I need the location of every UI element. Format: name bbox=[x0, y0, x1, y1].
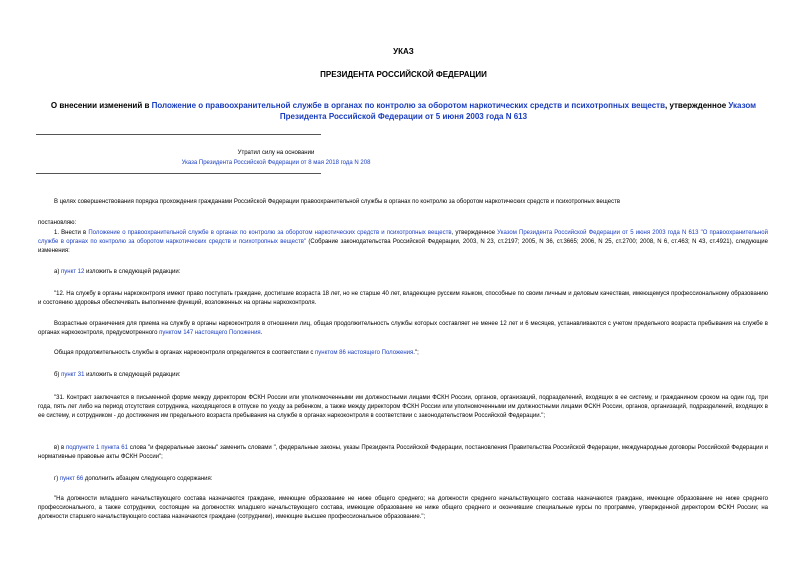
doc-type-title: УКАЗ bbox=[393, 47, 414, 56]
point-31-quote: "31. Контракт заключается в письменной форме между директором ФСКН России или уполномоченными им должностными лицами ФСКН России, органов, организаций, подразделений, входящих в ее систему, и гражданином сроком на один год, три года, пять лет либо на период отсутствия сотрудника, находящегося в отпуске по уходу за ребенком, а также между директором ФСКН России или уполномоченными им должностными лицами ФСКН России, органов, организаций, подразделений, входящих в ее систему, и сотрудником - до достижения им предельного возраста пребывания на службе в органах наркоконтроля в соответствии с законодательством Российской Федерации."; bbox=[38, 395, 768, 419]
point-147-link[interactable]: пунктом 147 настоящего Положения bbox=[159, 330, 261, 336]
repeal-note: Утратил силу на основании bbox=[237, 150, 315, 156]
total-service-end: ."; bbox=[413, 350, 419, 356]
decree-word: постановляю: bbox=[38, 220, 77, 226]
age-limit-end: . bbox=[260, 330, 263, 336]
subitem-a bbox=[38, 268, 768, 277]
repeal-decree-link[interactable]: Указа Президента Российской Федерации от 8 мая 2018 года N 208 bbox=[181, 160, 371, 166]
subitem-b-pre: б) bbox=[54, 372, 62, 378]
divider-top bbox=[36, 134, 321, 135]
preamble: В целях совершенствования порядка прохождения гражданами Российской Федерации правоохранительной службы в органах по контролю за оборотом наркотических средств и психотропных веществ bbox=[54, 199, 621, 205]
subitem-g-post: дополнить абзацем следующего содержания: bbox=[83, 476, 213, 482]
subitem-g-pre: г) bbox=[54, 476, 60, 482]
base-decree-link[interactable]: Указом Президента Российской Федерации от 5 июня 2003 года N 613 bbox=[279, 101, 757, 121]
item-1 bbox=[38, 229, 768, 256]
point-66-link[interactable]: пункт 66 bbox=[59, 476, 84, 482]
item-1-text-b: , утвержденное bbox=[451, 230, 498, 236]
point-12-link[interactable]: пункт 12 bbox=[61, 269, 85, 275]
item-1-text-a: 1. Внести в bbox=[54, 230, 89, 236]
subject-prefix: О внесении изменений в bbox=[50, 101, 152, 110]
point-61-link[interactable]: подпункте 1 пункта 61 bbox=[66, 445, 128, 451]
age-limit-paragraph bbox=[38, 320, 768, 338]
subject-middle: , утвержденное bbox=[665, 101, 729, 110]
point-12-quote: "12. На службу в органы наркоконтроля имеют право поступать граждане, достигшие возраста 18 лет, но не старше 40 лет, владеющие русским языком, способные по своим личным и деловым качествам, имеющемуся профессиональному образованию и состоянию здоровья обеспечивать выполнение функций, возложенных на органы наркоконтроля. bbox=[38, 291, 768, 306]
subitem-a-pre: а) bbox=[54, 269, 62, 275]
subitem-v bbox=[38, 444, 768, 462]
item-1-decree-link[interactable]: Указом Президента Российской Федерации от 5 июня 2003 года N 613 "О правоохранительной службе в органах по контролю за оборотом наркотических средств и психотропных веществ" bbox=[38, 230, 768, 245]
divider-bottom bbox=[36, 173, 321, 174]
subitem-b-post: изложить в следующей редакции: bbox=[84, 372, 181, 378]
regulation-link[interactable]: Положение о правоохранительной службе в органах по контролю за оборотом наркотических средств и психотропных веществ bbox=[151, 101, 665, 110]
subitem-g bbox=[38, 475, 768, 484]
point-66-quote: "На должности младшего начальствующего состава назначаются граждане, имеющие образование не ниже общего среднего; на должности среднего начальствующего состава назначаются граждане, имеющие образование не ниже среднего профессионального, а также сотрудники, состоящие на должностях младшего начальствующего состава, имеющие образование не ниже общего среднего и окончившие специальные курсы по программе, утвержденной директором ФСКН России; на должности старшего начальствующего состава назначаются граждане (сотрудники), имеющие высшее профессиональное образование."; bbox=[38, 496, 768, 520]
issuer-title: ПРЕЗИДЕНТА РОССИЙСКОЙ ФЕДЕРАЦИИ bbox=[320, 70, 487, 79]
item-1-regulation-link[interactable]: Положение о правоохранительной службе в органах по контролю за оборотом наркотических средств и психотропных веществ bbox=[88, 230, 452, 236]
subitem-a-post: изложить в следующей редакции: bbox=[84, 269, 181, 275]
point-86-link[interactable]: пунктом 86 настоящего Положения bbox=[315, 350, 414, 356]
age-limit-text: Возрастные ограничения для приема на службу в органы наркоконтроля в отношении лиц, общая продолжительность службы которых составляет не менее 12 лет и 6 месяцев, устанавливаются с учетом предельного возраста пребывания на службе в органах наркоконтроля, предусмотренного bbox=[38, 321, 768, 336]
point-31-link[interactable]: пункт 31 bbox=[61, 372, 85, 378]
total-service-text: Общая продолжительность службы в органах наркоконтроля определяется в соответствии с bbox=[54, 350, 316, 356]
subitem-v-pre: в) в bbox=[54, 445, 67, 451]
decree-subject bbox=[30, 100, 777, 122]
total-service-paragraph bbox=[38, 349, 768, 358]
subitem-b bbox=[38, 371, 768, 380]
subitem-v-post: слова "и федеральные законы" заменить словами ", федеральные законы, указы Президента Российской Федерации, постановления Правительства Российской Федерации, международные договоры Российской Федерации и нормативные правовые акты ФСКН России"; bbox=[38, 445, 769, 460]
item-1-text-c: (Собрание законодательства Российской Федерации, 2003, N 23, ст.2197; 2005, N 36, ст.3665; 2006, N 25, ст.2700; 2008, N 6, ст.463; N 43, ст.4921), следующие изменения: bbox=[38, 239, 768, 254]
